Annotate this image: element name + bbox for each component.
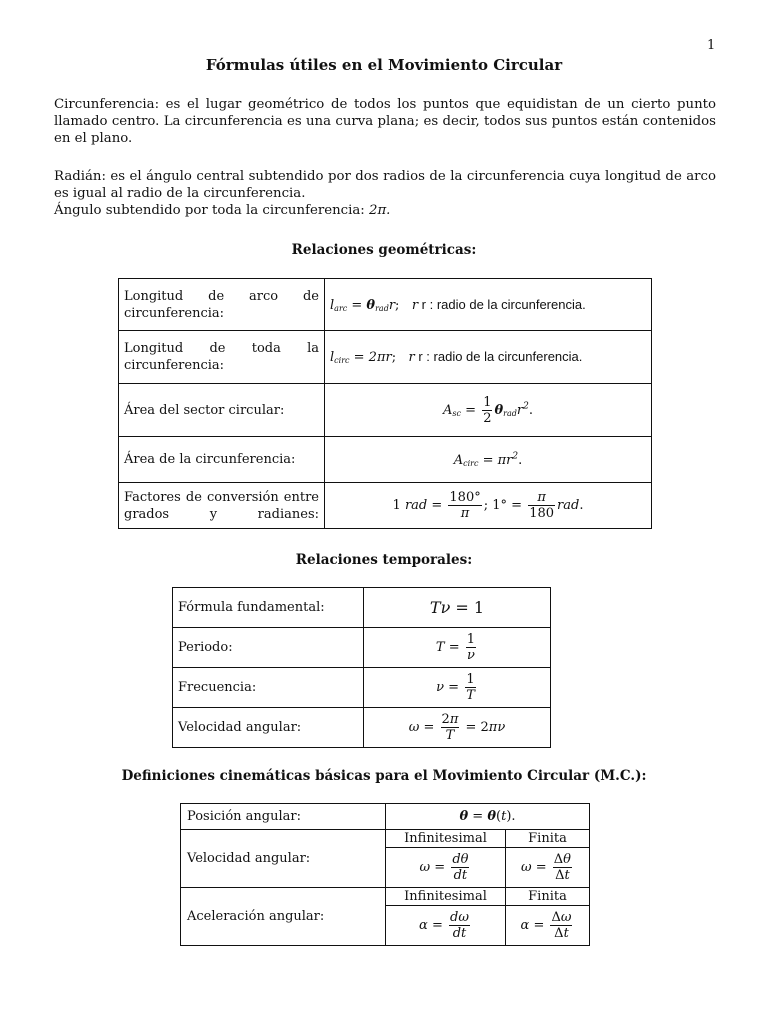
circle-area-label: Área de la circunferencia: <box>119 437 325 483</box>
table-row <box>119 384 652 437</box>
angular-position-label: Posición angular: <box>181 804 386 830</box>
full-angle-label: Ángulo subtendido por toda la circunferencia: <box>54 203 369 218</box>
frequency-label: Frecuencia: <box>173 668 364 708</box>
table-row <box>119 331 652 384</box>
radian-paragraph <box>54 168 716 219</box>
angular-velocity-label: Velocidad angular: <box>173 708 364 748</box>
period-label: Periodo: <box>173 628 364 668</box>
velocity-finite-header: Finita <box>506 830 590 848</box>
table-row <box>173 588 551 628</box>
angular-position-formula: θ = θ(t). <box>386 804 590 830</box>
kinematic-definitions-table <box>180 803 590 946</box>
acceleration-finite-formula: α = $\frac{\Delta\omega}{\Delta t}$ <box>506 906 590 946</box>
conversion-formula: 1 rad = $\frac{180^\circ}{\pi}$ ; 1° = $\frac{\pi}{180}$ rad. <box>325 483 652 529</box>
full-angle-value: 2π. <box>368 203 391 218</box>
table-row <box>119 483 652 529</box>
page-number: 1 <box>707 38 716 53</box>
frequency-formula: ν = $\frac{1}{T}$ <box>364 668 551 708</box>
table-row <box>173 708 551 748</box>
table-row <box>181 888 590 906</box>
kinematic-heading: Definiciones cinemáticas básicas para el Movimiento Circular (M.C.): <box>121 768 647 784</box>
table-row <box>181 804 590 830</box>
period-formula: T = $\frac{1}{\nu}$ <box>364 628 551 668</box>
temporal-relations-table <box>172 587 551 748</box>
table-row <box>181 830 590 848</box>
circunferencia-definition: Circunferencia: es el lugar geométrico de todos los puntos que equidistan de un cierto punto llamado centro. La circunferencia es una curva plana; es decir, todos sus puntos están contenidos en el plano. <box>54 97 716 146</box>
conversion-label: Factores de conversión entre grados y radianes: <box>119 483 325 529</box>
sector-area-label: Área del sector circular: <box>119 384 325 437</box>
geometric-heading: Relaciones geométricas: <box>291 242 477 258</box>
radian-definition: Radián: es el ángulo central subtendido por dos radios de la circunferencia cuya longitud de arco es igual al radio de la circunferencia. <box>54 169 716 201</box>
table-row <box>119 279 652 331</box>
fundamental-label: Fórmula fundamental: <box>173 588 364 628</box>
full-angle-line <box>54 202 716 219</box>
velocity-infinitesimal-formula: ω = $\frac{d\theta}{dt}$ <box>386 848 506 888</box>
arc-length-note: r : radio de la circunferencia. <box>421 296 586 312</box>
angular-acceleration-label: Aceleración angular: <box>181 888 386 946</box>
angular-velocity-formula: ω = $\frac{2\pi}{T}$ = 2πν <box>364 708 551 748</box>
fundamental-formula: Tν = 1 <box>364 588 551 628</box>
velocity-finite-formula: ω = $\frac{\Delta\theta}{\Delta t}$ <box>506 848 590 888</box>
circumference-length-label: Longitud de toda la circunferencia: <box>119 331 325 384</box>
table-row <box>119 437 652 483</box>
velocity-infinitesimal-header: Infinitesimal <box>386 830 506 848</box>
acceleration-finite-header: Finita <box>506 888 590 906</box>
circle-area-formula: $A_{circ} = \pi r^2$. <box>325 437 652 483</box>
circunferencia-paragraph <box>54 96 716 147</box>
acceleration-infinitesimal-header: Infinitesimal <box>386 888 506 906</box>
circumference-length-formula: $l_{circ} = 2\pi r$; r r : radio de la circunferencia. <box>325 331 652 384</box>
geometric-relations-table <box>118 278 652 529</box>
table-row <box>173 668 551 708</box>
circumference-length-note: r : radio de la circunferencia. <box>418 349 583 364</box>
acceleration-infinitesimal-formula: α = $\frac{d\omega}{dt}$ <box>386 906 506 946</box>
document-title: Fórmulas útiles en el Movimiento Circular <box>205 56 563 74</box>
table-row <box>173 628 551 668</box>
arc-length-formula: $l_{arc} = \theta_{rad}r$; r r : radio de la circunferencia. <box>325 279 652 331</box>
sector-area-formula: $A_{sc}$ = $\frac{1}{2}$ $\theta_{rad}r^2$. <box>325 384 652 437</box>
temporal-heading: Relaciones temporales: <box>295 552 473 568</box>
arc-length-label: Longitud de arco de circunferencia: <box>119 279 325 331</box>
angular-velocity-def-label: Velocidad angular: <box>181 830 386 888</box>
